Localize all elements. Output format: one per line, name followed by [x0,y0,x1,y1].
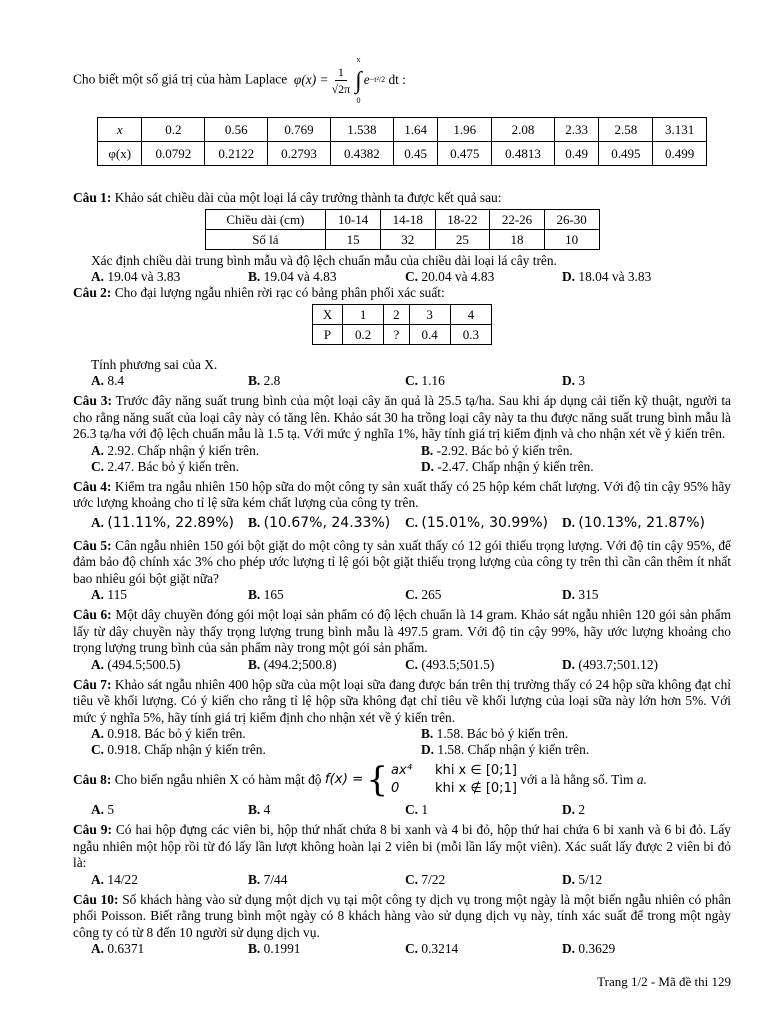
answer-b[interactable]: B. 2.8 [248,373,281,388]
exam-page [73,44,731,957]
laplace-row-x: x 0.2 0.56 0.769 1.538 1.64 1.96 2.08 2.33 2.58 3.131 [98,118,707,142]
answer-d[interactable]: D. 1.58. Chấp nhận ý kiến trên. [421,742,590,757]
answer-a[interactable]: A. 8.4 [91,373,125,388]
q2-table: X 1 2 3 4 P 0.2 ? 0.4 0.3 [312,304,492,345]
answer-d[interactable]: D. 3 [562,373,586,388]
q8-answers [73,802,731,818]
density-function: f(x) = { ax⁴ khi x ∈ [0;1] 0 khi x ∉ [0;1] [324,760,517,800]
question-3: Câu 3: Trước đây năng suất trung bình của một loại cây ăn quả là 25.5 tạ/ha. Sau khi áp dụng cải tiến kỹ thuật, người ta cho rằng năng suất của loại cây này có tăng lên. Khảo sát 30 ha trồng loại cây này ta thu được năng suất trung bình mẫu là 26.3 tạ/ha với độ lệch chuẩn mẫu là 1.5 tạ. Với mức ý nghĩa 1%, hãy tính giá trị kiểm định và cho nhận xét về ý kiến trên. [73,393,731,441]
question-1: Câu 1: Khảo sát chiều dài của một loại lá cây trưởng thành ta được kết quả sau: [73,190,502,205]
question-6: Câu 6: Một dây chuyền đóng gói một loại sản phẩm có độ lệch chuẩn là 14 gram. Khảo sát ngẫu nhiên 120 gói sản phẩm lấy từ dây chuyền này thấy trọng lượng trung bình mẫu là 497.5 gram. Với độ tin cậy 99%, hãy ước lượng khoảng cho trọng lượng trung bình của sản phẩm này trong một gói sản phẩm. [73,607,731,655]
answer-b[interactable]: B. (10.67%, 24.33%) [248,514,391,531]
q9-answers [73,872,731,888]
answer-c[interactable]: C. (15.01%, 30.99%) [405,514,548,531]
answer-c[interactable]: C. (493.5;501.5) [405,656,495,672]
answer-b[interactable]: B. 4 [248,802,271,817]
answer-a[interactable]: A. 115 [91,587,127,602]
q6-answers [73,657,731,673]
laplace-formula: φ(x) = $\frac{1}{√2\pi}$ x ∫ 0 e −t²/2 dt : [293,55,406,105]
page-footer: Trang 1/2 - Mã đề thi 129 [597,974,731,989]
answer-b[interactable]: B. (494.2;500.8) [248,656,337,672]
answer-a[interactable]: A. 0.918. Bác bỏ ý kiến trên. [91,726,246,741]
laplace-intro: Cho biết một số giá trị của hàm Laplace φ(x) = $\frac{1}{√2\pi}$ x ∫ 0 e −t²/2 dt : [73,52,731,109]
q1-table: Chiều dài (cm) 10-14 14-18 18-22 22-26 26-30 Số lá 15 32 25 18 10 [205,209,600,250]
answer-d[interactable]: D. (10.13%, 21.87%) [562,514,705,531]
answer-a[interactable]: A. (494.5;500.5) [91,656,181,672]
answer-b[interactable]: B. -2.92. Bác bỏ ý kiến trên. [421,442,573,458]
answer-d[interactable]: D. 2 [562,802,586,817]
laplace-row-phi: φ(x) 0.0792 0.2122 0.2793 0.4382 0.45 0.475 0.4813 0.49 0.495 0.499 [98,142,707,166]
q1-answers [73,269,731,285]
q7-answers [73,726,731,758]
q2-sub: Tính phương sai của X. [91,356,218,372]
question-4: Câu 4: Kiểm tra ngẫu nhiên 150 hộp sữa do một công ty sản xuất thấy có 25 hộp kém chất lượng. Với độ tin cậy 95% hãy ước lượng khoảng cho tỉ lệ sữa kém chất lượng của công ty trên. [73,478,731,510]
answer-c[interactable]: C. 0.3214 [405,941,459,956]
answer-c[interactable]: C. 2.47. Bác bỏ ý kiến trên. [91,458,240,474]
question-2: Câu 2: Cho đại lượng ngẫu nhiên rời rạc có bảng phân phối xác suất: [73,285,445,300]
question-10: Câu 10: Số khách hàng vào sử dụng một dịch vụ tại một công ty dịch vụ trong một ngày là một biến ngẫu nhiên có phân phối Poisson. Biết rằng trung bình một ngày có 8 khách hàng vào sử dụng dịch vụ này, tính xác suất để trong một ngày công ty có từ 8 đến 10 người sử dụng dịch vụ. [73,891,731,940]
answer-d[interactable]: D. 315 [562,587,599,602]
answer-c[interactable]: C. 20.04 và 4.83 [405,269,495,284]
question-9: Câu 9: Có hai hộp đựng các viên bi, hộp thứ nhất chứa 8 bi xanh và 4 bi đỏ, hộp thứ hai chứa 6 bi xanh và 6 bi đỏ. Lấy ngẫu nhiên một hộp rồi từ đó lấy lần lượt không hoàn lại 2 viên bi (mỗi lần lấy một viên). Xác suất lấy được 2 viên bi đỏ là: [73,822,731,870]
answer-a[interactable]: A. 14/22 [91,871,138,887]
q10-answers [73,941,731,957]
answer-b[interactable]: B. 0.1991 [248,941,301,956]
answer-d[interactable]: D. 5/12 [562,871,603,887]
answer-b[interactable]: B. 1.58. Bác bỏ ý kiến trên. [421,726,569,741]
answer-b[interactable]: B. 19.04 và 4.83 [248,269,337,284]
answer-a[interactable]: A. 19.04 và 3.83 [91,269,181,284]
question-5: Câu 5: Cân ngẫu nhiên 150 gói bột giặt do một công ty sản xuất thấy có 12 gói thiếu trọng lượng. Với độ tin cậy 95%, để đảm bảo độ chính xác 3% cho phép ước lượng tỉ lệ gói bột giặt thiếu trọng lượng của công ty trên thì cần cân thêm ít nhất bao nhiêu gói bột giặt nữa? [73,537,731,586]
answer-b[interactable]: B. 165 [248,587,284,602]
q3-answers [73,443,731,475]
q1-sub: Xác định chiều dài trung bình mẫu và độ lệch chuẩn mẫu của chiều dài loại lá cây trên. [91,252,557,268]
answer-d[interactable]: D. 0.3629 [562,941,616,956]
q4-answers [73,512,731,534]
question-7: Câu 7: Khảo sát ngẫu nhiên 400 hộp sữa của một loại sữa đang được bán trên thị trường thấy có 24 hộp sữa không đạt chỉ tiêu về khối lượng. Có ý kiến cho rằng tỉ lệ hộp sữa không đạt chỉ tiêu về khối lượng của loại sữa này lớn hơn 5%. Với mức ý nghĩa 5%, hãy tính giá trị kiểm định cho nhận xét về ý kiến trên. [73,676,731,725]
q2-answers [73,373,731,389]
answer-c[interactable]: C. 265 [405,587,442,602]
laplace-table [97,117,707,166]
answer-b[interactable]: B. 7/44 [248,871,288,887]
answer-a[interactable]: A. 0.6371 [91,941,145,956]
answer-c[interactable]: C. 1.16 [405,373,445,388]
answer-a[interactable]: A. (11.11%, 22.89%) [91,514,234,531]
q5-answers [73,587,731,603]
answer-a[interactable]: A. 5 [91,802,115,817]
answer-c[interactable]: C. 7/22 [405,871,446,887]
answer-d[interactable]: D. (493.7;501.12) [562,656,658,672]
answer-d[interactable]: D. -2.47. Chấp nhận ý kiến trên. [421,458,594,474]
answer-a[interactable]: A. 2.92. Chấp nhận ý kiến trên. [91,442,260,458]
answer-c[interactable]: C. 0.918. Chấp nhận ý kiến trên. [91,742,266,757]
answer-d[interactable]: D. 18.04 và 3.83 [562,269,652,284]
question-8: Câu 8: Cho biến ngẫu nhiên X có hàm mật độ f(x) = { ax⁴ khi x ∈ [0;1] 0 khi x ∉ [0;1] với a là hằng số. Tìm a. [73,760,647,800]
answer-c[interactable]: C. 1 [405,802,429,817]
